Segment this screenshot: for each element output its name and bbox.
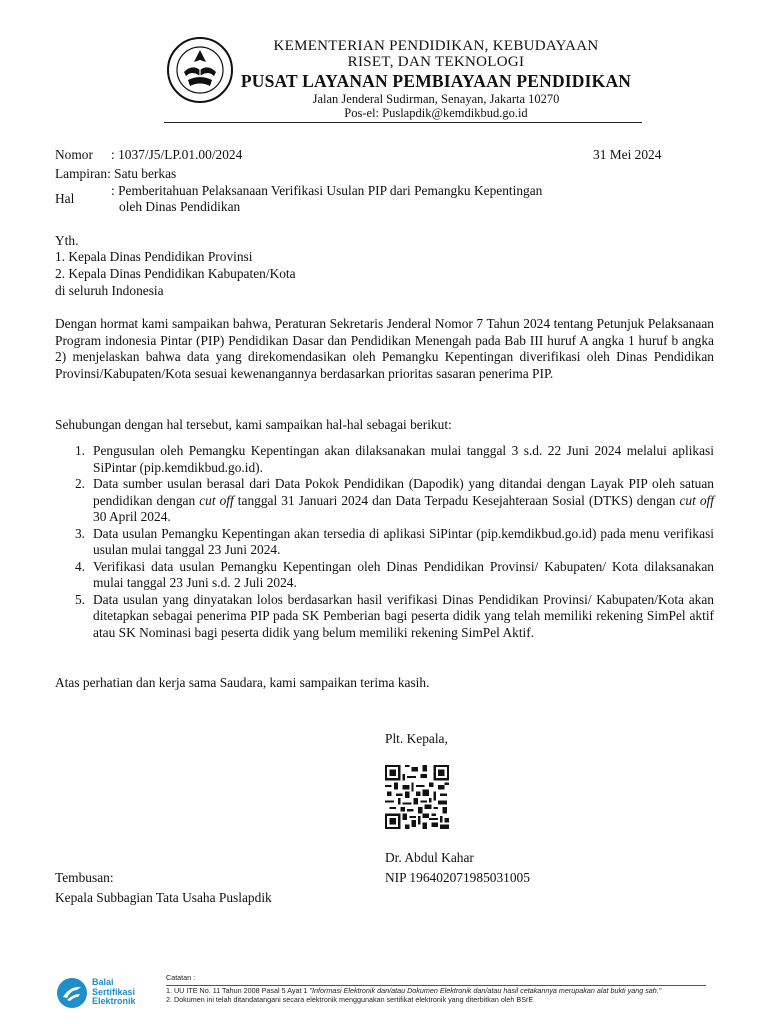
tut-wuri-handayani-logo — [166, 36, 234, 104]
list-item: 5. Data usulan yang dinyatakan lolos berdasarkan hasil verifikasi Dinas Pendidikan Provinsi/ Kabupaten/Kota akan ditetapkan sebagai penerima PIP pada SK Pemberian bagi peserta didik yang telah memiliki rekening SimPel aktif atau SK Nominasi bagi peserta didik yang belum memiliki rekening SimPel Aktif. — [74, 591, 714, 640]
recipient-location: di seluruh Indonesia — [55, 283, 164, 298]
signatory-nip: NIP 196402071985031005 — [385, 870, 530, 885]
cc-recipient: Kepala Subbagian Tata Usaha Puslapdik — [55, 890, 272, 905]
recipient-2: 2. Kepala Dinas Pendidikan Kabupaten/Kota — [55, 266, 296, 281]
lampiran-label: Lampiran: Satu berkas — [55, 166, 177, 181]
salutation: Yth. — [55, 233, 79, 248]
hal-value-line2: oleh Dinas Pendidikan — [119, 199, 241, 214]
list-item: 3. Data usulan Pemangku Kepentingan akan tersedia di aplikasi SiPintar (pip.kemdikbud.go.id) pada menu verifikasi usulan mulai tanggal 23 Juni 2024. — [74, 525, 714, 557]
item-4-text: Verifikasi data usulan Pemangku Kepentingan oleh Dinas Pendidikan Provinsi/ Kabupaten/ Kota dilaksanakan mulai tanggal 23 Juni s.d. 2 Juli 2024. — [93, 558, 714, 590]
qr-code-icon — [385, 765, 449, 829]
nomor-label: Nomor — [55, 147, 93, 162]
letter-date: 31 Mei 2024 — [593, 147, 662, 162]
recipient-1: 1. Kepala Dinas Pendidikan Provinsi — [55, 249, 253, 264]
intro-paragraph: Dengan hormat kami sampaikan bahwa, Peraturan Sekretaris Jenderal Nomor 7 Tahun 2024 tentang Petunjuk Pelaksanaan Program indonesia Pintar (PIP) Pendidikan Dasar dan Pendidikan Menengah pada Bab III huruf A angka 1 huruf b angka 2) menjelaskan bahwa data yang direkomendasikan oleh Pemangku Kepentingan diverifikasi oleh Dinas Pendidikan Provinsi/Kabupaten/Kota sesuai kewenangannya berdasarkan prioritas sasaran penerima PIP. — [55, 316, 714, 381]
item-3-text: Data usulan Pemangku Kepentingan akan tersedia di aplikasi SiPintar (pip.kemdikbud.go.id) pada menu verifikasi usulan mulai tanggal 23 Juni 2024. — [93, 525, 714, 557]
item-5-text: Data usulan yang dinyatakan lolos berdasarkan hasil verifikasi Dinas Pendidikan Provinsi/ Kabupaten/Kota akan ditetapkan sebagai penerima PIP pada SK Pemberian bagi peserta didik yang telah memiliki rekening SimPel aktif atau SK Nominasi bagi peserta didik yang belum memiliki rekening SimPel Aktif. — [93, 591, 714, 640]
address: Jalan Jenderal Sudirman, Senayan, Jakarta 10270 — [312, 92, 560, 106]
notes-title: Catatan : — [166, 973, 196, 982]
bsre-wordmark: Balai Sertifikasi Elektronik — [92, 977, 136, 1006]
list-item: 2. Data sumber usulan berasal dari Data Pokok Pendidikan (Dapodik) yang ditandai dengan Layak PIP oleh satuan pendidikan dengan cut off tanggal 31 Januari 2024 dan Data Terpadu Kesejahteraan Sosial (DTKS) dengan cut off 30 April 2024. — [74, 476, 714, 524]
bsre-icon — [56, 977, 88, 1009]
footer-notes — [166, 973, 661, 1005]
lead-sentence: Sehubungan dengan hal tersebut, kami sampaikan hal-hal sebagai berikut: — [55, 417, 452, 432]
email: Pos-el: Puslapdik@kemdikbud.go.id — [344, 106, 528, 120]
cc-label: Tembusan: — [55, 870, 114, 885]
bsre-logo — [56, 977, 156, 1009]
item-1-text: Pengusulan oleh Pemangku Kepentingan akan dilaksanakan mulai tanggal 3 s.d. 22 Juni 2024 melalui aplikasi SiPintar (pip.kemdikbud.go.id). — [93, 443, 714, 475]
ministry-line2: RISET, DAN TEKNOLOGI — [347, 54, 525, 70]
hal-label: Hal — [55, 191, 75, 206]
ministry-line1: KEMENTERIAN PENDIDIKAN, KEBUDAYAAN — [273, 38, 599, 54]
closing-sentence: Atas perhatian dan kerja sama Saudara, kami sampaikan terima kasih. — [55, 675, 430, 690]
footer-rule — [166, 985, 706, 986]
signature-title: Plt. Kepala, — [385, 731, 448, 746]
hal-value-line1: : Pemberitahuan Pelaksanaan Verifikasi Usulan PIP dari Pemangku Kepentingan — [111, 183, 543, 198]
unit-name: PUSAT LAYANAN PEMBIAYAAN PENDIDIKAN — [240, 71, 632, 91]
lampiran-value: : Satu berkas — [107, 166, 177, 181]
note-1: 1. UU ITE No. 11 Tahun 2008 Pasal 5 Ayat 1 "Informasi Elektronik dan/atau Dokumen Elektronik dan/atau hasil cetakannya merupakan alat bukti yang sah." — [166, 985, 662, 995]
nomor-value: : 1037/J5/LP.01.00/2024 — [111, 147, 243, 162]
item-2-text: Data sumber usulan berasal dari Data Pokok Pendidikan (Dapodik) yang ditandai dengan Layak PIP oleh satuan pendidikan dengan cut off tanggal 31 Januari 2024 dan Data Terpadu Kesejahteraan Sosial (DTKS) dengan cut off 30 April 2024. — [93, 476, 714, 524]
points-list — [55, 443, 714, 641]
list-item: 1. Pengusulan oleh Pemangku Kepentingan akan dilaksanakan mulai tanggal 3 s.d. 22 Juni 2024 melalui aplikasi SiPintar (pip.kemdikbud.go.id). — [74, 443, 714, 475]
list-item: 4. Verifikasi data usulan Pemangku Kepentingan oleh Dinas Pendidikan Provinsi/ Kabupaten/ Kota dilaksanakan mulai tanggal 23 Juni s.d. 2 Juli 2024. — [74, 558, 714, 590]
note-2: 2. Dokumen ini telah ditandatangani secara elektronik menggunakan sertifikat elektronik yang diterbitkan oleh BSrE — [166, 995, 534, 1005]
letterhead — [236, 38, 636, 120]
signatory-name: Dr. Abdul Kahar — [385, 850, 474, 865]
letterhead-rule — [164, 122, 642, 123]
